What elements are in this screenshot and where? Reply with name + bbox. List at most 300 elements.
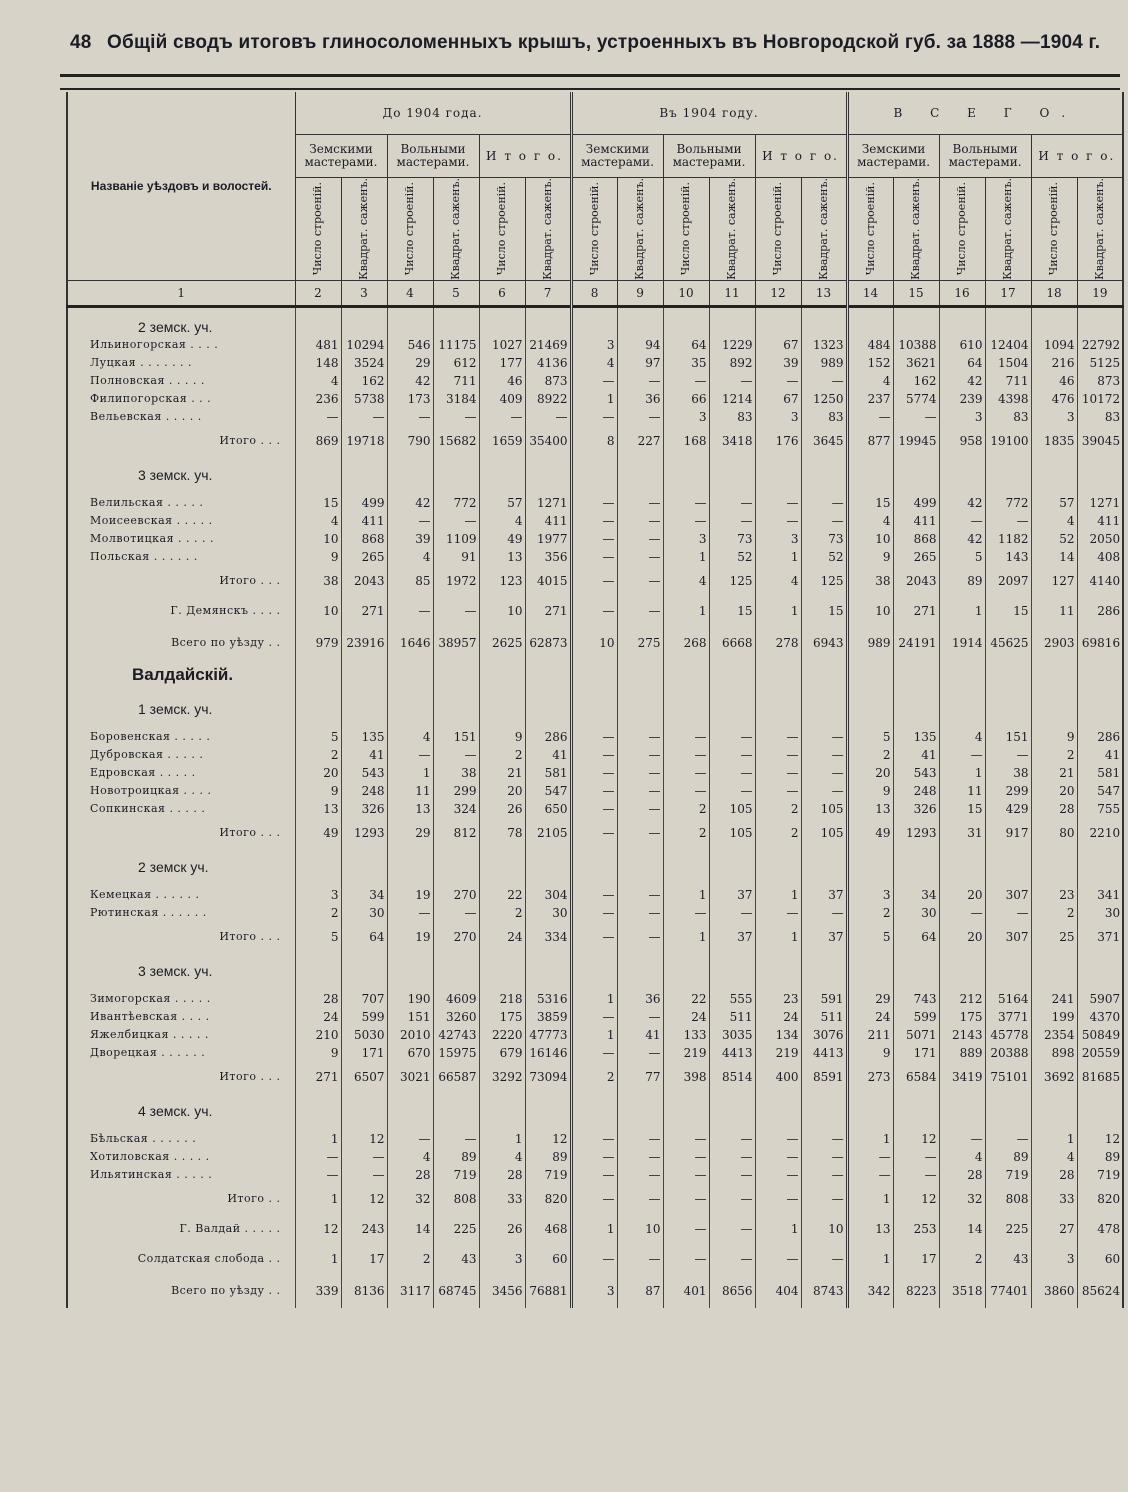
area-cell: 73: [709, 530, 755, 548]
count-column-header: [939, 178, 985, 281]
row-name: Г. Демянскъ . . . .: [67, 596, 295, 626]
count-cell: 20: [1031, 782, 1077, 800]
empty-cell: [755, 952, 801, 980]
count-cell: 10: [571, 626, 617, 660]
empty-cell: [1077, 690, 1123, 718]
row-name: Итого . . .: [67, 922, 295, 952]
count-cell: 2: [387, 1244, 433, 1274]
count-cell: —: [663, 746, 709, 764]
area-cell: —: [617, 922, 663, 952]
empty-cell: [341, 456, 387, 484]
empty-cell: [341, 848, 387, 876]
count-cell: 32: [387, 1184, 433, 1214]
empty-cell: [893, 952, 939, 980]
count-cell: 46: [1031, 372, 1077, 390]
area-cell: 52: [801, 548, 847, 566]
area-cell: 34: [341, 886, 387, 904]
empty-cell: [387, 952, 433, 980]
count-cell: 4: [387, 1148, 433, 1166]
empty-cell: [755, 876, 801, 886]
spacer-row: [67, 876, 1123, 886]
area-cell: —: [617, 886, 663, 904]
empty-cell: [525, 980, 571, 990]
count-cell: 176: [755, 426, 801, 456]
area-cell: —: [709, 1130, 755, 1148]
row-name: Яжелбицкая . . . . .: [67, 1026, 295, 1044]
area-cell: 83: [709, 408, 755, 426]
row-name: Вельевская . . . . .: [67, 408, 295, 426]
empty-cell: [801, 980, 847, 990]
count-cell: —: [571, 1244, 617, 1274]
empty-cell: [985, 952, 1031, 980]
area-cell: 2043: [341, 566, 387, 596]
table-row: [67, 336, 1123, 354]
count-cell: 15: [295, 494, 341, 512]
area-cell: —: [617, 764, 663, 782]
section-heading-row: [67, 456, 1123, 484]
empty-cell: [985, 718, 1031, 728]
area-cell: —: [617, 372, 663, 390]
empty-cell: [433, 1092, 479, 1120]
row-name: Итого . .: [67, 1184, 295, 1214]
measure-label: Число строеній.: [495, 182, 508, 276]
count-cell: 28: [295, 990, 341, 1008]
count-cell: 9: [479, 728, 525, 746]
measure-label: Число строеній.: [955, 182, 969, 276]
area-cell: —: [617, 1148, 663, 1166]
empty-cell: [479, 876, 525, 886]
measure-label: Квадрат. саженъ.: [816, 178, 830, 280]
area-cell: 270: [433, 886, 479, 904]
empty-cell: [893, 306, 939, 336]
count-cell: 5: [847, 922, 893, 952]
empty-cell: [985, 690, 1031, 718]
empty-cell: [663, 876, 709, 886]
empty-cell: [525, 690, 571, 718]
table-row: [67, 764, 1123, 782]
count-cell: 10: [847, 530, 893, 548]
empty-cell: [709, 718, 755, 728]
area-cell: 77: [617, 1062, 663, 1092]
column-number: 18: [1031, 280, 1077, 306]
count-cell: 14: [387, 1214, 433, 1244]
empty-cell: [847, 690, 893, 718]
empty-cell: [433, 456, 479, 484]
count-cell: 1: [847, 1184, 893, 1214]
count-cell: 39: [387, 530, 433, 548]
subtotal-row: [67, 1062, 1123, 1092]
empty-cell: [295, 1120, 341, 1130]
area-cell: —: [433, 408, 479, 426]
count-cell: 177: [479, 354, 525, 372]
count-cell: 4: [847, 372, 893, 390]
count-cell: 5: [847, 728, 893, 746]
empty-cell: [755, 660, 801, 690]
empty-cell: [663, 456, 709, 484]
empty-cell: [433, 690, 479, 718]
empty-cell: [847, 660, 893, 690]
count-cell: —: [387, 408, 433, 426]
count-cell: 134: [755, 1026, 801, 1044]
area-cell: 408: [1077, 548, 1123, 566]
count-cell: 1: [571, 1026, 617, 1044]
count-cell: —: [571, 904, 617, 922]
area-cell: 599: [893, 1008, 939, 1026]
count-column-header: [387, 178, 433, 281]
empty-cell: [709, 456, 755, 484]
area-cell: —: [709, 1184, 755, 1214]
count-cell: 3419: [939, 1062, 985, 1092]
row-name: Г. Валдай . . . . .: [67, 1214, 295, 1244]
area-cell: 171: [341, 1044, 387, 1062]
count-cell: 2903: [1031, 626, 1077, 660]
count-cell: —: [663, 372, 709, 390]
area-cell: 87: [617, 1274, 663, 1308]
empty-cell: [893, 484, 939, 494]
empty-cell: [433, 660, 479, 690]
area-cell: 286: [1077, 596, 1123, 626]
area-cell: —: [617, 512, 663, 530]
area-cell: 868: [893, 530, 939, 548]
count-cell: 1: [663, 922, 709, 952]
table-row: [67, 1026, 1123, 1044]
area-cell: 499: [341, 494, 387, 512]
empty-cell: [801, 848, 847, 876]
count-cell: 4: [755, 566, 801, 596]
area-cell: 17: [893, 1244, 939, 1274]
area-cell: 22792: [1077, 336, 1123, 354]
row-name: Итого . . .: [67, 426, 295, 456]
section-label: 2 земск. уч.: [67, 306, 295, 336]
row-name: Рютинская . . . . . .: [67, 904, 295, 922]
area-cell: —: [985, 904, 1031, 922]
area-cell: —: [709, 1148, 755, 1166]
count-cell: 271: [295, 1062, 341, 1092]
area-cell: 1323: [801, 336, 847, 354]
empty-cell: [67, 1120, 295, 1130]
area-cell: 43: [433, 1244, 479, 1274]
count-cell: 32: [939, 1184, 985, 1214]
count-column-header: [295, 178, 341, 281]
count-cell: 679: [479, 1044, 525, 1062]
count-cell: 2010: [387, 1026, 433, 1044]
count-cell: 210: [295, 1026, 341, 1044]
table-row: [67, 548, 1123, 566]
count-cell: 4: [1031, 512, 1077, 530]
measure-label: Квадрат. саженъ.: [357, 178, 370, 280]
empty-cell: [387, 306, 433, 336]
column-number: 15: [893, 280, 939, 306]
count-cell: 889: [939, 1044, 985, 1062]
count-cell: 1: [663, 548, 709, 566]
area-cell: 307: [985, 922, 1031, 952]
area-cell: 8136: [341, 1274, 387, 1308]
count-cell: 2: [1031, 746, 1077, 764]
empty-cell: [617, 952, 663, 980]
count-cell: —: [295, 1148, 341, 1166]
count-cell: 24: [479, 922, 525, 952]
empty-cell: [847, 484, 893, 494]
area-cell: 307: [985, 886, 1031, 904]
empty-cell: [985, 484, 1031, 494]
empty-cell: [387, 484, 433, 494]
count-cell: 46: [479, 372, 525, 390]
area-cell: 105: [709, 818, 755, 848]
area-cell: —: [617, 728, 663, 746]
group-header-free: Вольными мастерами.: [939, 135, 1031, 178]
count-cell: 14: [939, 1214, 985, 1244]
count-cell: 1646: [387, 626, 433, 660]
empty-cell: [801, 876, 847, 886]
area-cell: 1972: [433, 566, 479, 596]
count-cell: 67: [755, 336, 801, 354]
empty-cell: [295, 876, 341, 886]
empty-cell: [295, 690, 341, 718]
count-cell: —: [663, 1184, 709, 1214]
area-cell: 719: [985, 1166, 1031, 1184]
group-header-free: Вольными мастерами.: [387, 135, 479, 178]
count-cell: 790: [387, 426, 433, 456]
empty-cell: [755, 1092, 801, 1120]
row-name: Луцкая . . . . . . .: [67, 354, 295, 372]
measure-label: Квадрат. саженъ.: [1001, 178, 1015, 280]
empty-cell: [801, 660, 847, 690]
count-cell: 10: [295, 530, 341, 548]
row-name: Солдатская слобода . .: [67, 1244, 295, 1274]
empty-cell: [1077, 1120, 1123, 1130]
empty-cell: [709, 660, 755, 690]
empty-cell: [571, 980, 617, 990]
area-cell: 105: [709, 800, 755, 818]
empty-cell: [433, 952, 479, 980]
empty-cell: [387, 690, 433, 718]
count-cell: 9: [1031, 728, 1077, 746]
empty-cell: [617, 1092, 663, 1120]
empty-cell: [847, 456, 893, 484]
row-name: Велильская . . . . .: [67, 494, 295, 512]
count-cell: —: [571, 764, 617, 782]
table-row: [67, 1044, 1123, 1062]
count-cell: —: [663, 1214, 709, 1244]
measure-label: Число строеній.: [771, 182, 785, 276]
count-cell: 8: [571, 426, 617, 456]
count-cell: 9: [295, 782, 341, 800]
count-cell: 80: [1031, 818, 1077, 848]
area-cell: 19100: [985, 426, 1031, 456]
area-cell: 3418: [709, 426, 755, 456]
count-cell: 610: [939, 336, 985, 354]
area-cell: —: [709, 764, 755, 782]
table-row: [67, 746, 1123, 764]
empty-cell: [1031, 456, 1077, 484]
area-cell: 91: [433, 548, 479, 566]
area-cell: 3035: [709, 1026, 755, 1044]
count-cell: 42: [939, 530, 985, 548]
count-cell: 3292: [479, 1062, 525, 1092]
area-cell: 755: [1077, 800, 1123, 818]
empty-cell: [709, 980, 755, 990]
area-cell: 286: [1077, 728, 1123, 746]
count-cell: —: [755, 746, 801, 764]
section-label: 4 земск. уч.: [67, 1092, 295, 1120]
count-cell: 10: [847, 596, 893, 626]
count-cell: 4: [295, 512, 341, 530]
area-cell: 135: [341, 728, 387, 746]
empty-cell: [939, 660, 985, 690]
empty-cell: [341, 484, 387, 494]
subtotal-row: [67, 922, 1123, 952]
page-header: [70, 32, 1110, 54]
area-cell: 36: [617, 990, 663, 1008]
area-cell: 719: [1077, 1166, 1123, 1184]
count-cell: 49: [847, 818, 893, 848]
area-cell: 12: [525, 1130, 571, 1148]
count-cell: 133: [663, 1026, 709, 1044]
area-cell: 105: [801, 800, 847, 818]
subtotal-row: [67, 596, 1123, 626]
empty-cell: [985, 1092, 1031, 1120]
count-cell: 2: [663, 818, 709, 848]
area-cell: —: [801, 782, 847, 800]
count-cell: —: [571, 1130, 617, 1148]
empty-cell: [1077, 952, 1123, 980]
count-cell: —: [847, 1166, 893, 1184]
empty-cell: [341, 876, 387, 886]
empty-cell: [663, 690, 709, 718]
count-cell: 85: [387, 566, 433, 596]
area-cell: 5071: [893, 1026, 939, 1044]
count-column-header: [847, 178, 893, 281]
name-column-header: Названіе уѣздовъ и волостей.: [67, 92, 295, 280]
empty-cell: [67, 980, 295, 990]
area-cell: —: [433, 1130, 479, 1148]
measure-label: Квадрат. саженъ.: [725, 178, 739, 280]
empty-cell: [893, 980, 939, 990]
area-cell: 2050: [1077, 530, 1123, 548]
area-cell: —: [617, 596, 663, 626]
area-cell: —: [341, 1148, 387, 1166]
district-heading-row: [67, 660, 1123, 690]
count-cell: —: [295, 1166, 341, 1184]
count-cell: 24: [755, 1008, 801, 1026]
empty-cell: [1077, 484, 1123, 494]
count-cell: 33: [1031, 1184, 1077, 1214]
column-number: 17: [985, 280, 1031, 306]
area-cell: —: [985, 1130, 1031, 1148]
count-cell: 15: [939, 800, 985, 818]
area-cell: 3524: [341, 354, 387, 372]
empty-cell: [985, 456, 1031, 484]
empty-cell: [341, 306, 387, 336]
empty-cell: [663, 980, 709, 990]
empty-cell: [1031, 848, 1077, 876]
count-cell: 78: [479, 818, 525, 848]
empty-cell: [571, 484, 617, 494]
count-cell: —: [663, 782, 709, 800]
table-top-rule: [60, 88, 1120, 90]
count-cell: —: [847, 408, 893, 426]
area-cell: 555: [709, 990, 755, 1008]
count-cell: 29: [387, 818, 433, 848]
area-cell: 820: [1077, 1184, 1123, 1214]
area-cell: —: [709, 494, 755, 512]
count-cell: 148: [295, 354, 341, 372]
area-cell: —: [709, 1214, 755, 1244]
area-cell: 4413: [709, 1044, 755, 1062]
measure-label: Квадрат. саженъ.: [1092, 178, 1106, 280]
empty-cell: [571, 848, 617, 876]
count-cell: —: [755, 1148, 801, 1166]
table-row: [67, 390, 1123, 408]
count-cell: 3: [295, 886, 341, 904]
count-cell: 4: [387, 728, 433, 746]
count-cell: 2: [479, 904, 525, 922]
area-cell: 60: [1077, 1244, 1123, 1274]
area-cell: 47773: [525, 1026, 571, 1044]
area-cell: 83: [985, 408, 1031, 426]
count-cell: 1914: [939, 626, 985, 660]
area-cell: 8743: [801, 1274, 847, 1308]
area-cell: 253: [893, 1214, 939, 1244]
area-cell: 143: [985, 548, 1031, 566]
area-cell: —: [617, 1044, 663, 1062]
count-cell: 20: [295, 764, 341, 782]
count-cell: 2: [479, 746, 525, 764]
empty-cell: [295, 952, 341, 980]
count-cell: 13: [295, 800, 341, 818]
area-cell: 15: [985, 596, 1031, 626]
count-cell: 2: [847, 904, 893, 922]
area-cell: 12: [341, 1130, 387, 1148]
area-cell: —: [433, 746, 479, 764]
area-cell: 10: [801, 1214, 847, 1244]
count-cell: 19: [387, 922, 433, 952]
empty-cell: [341, 980, 387, 990]
table-row: [67, 782, 1123, 800]
empty-cell: [1031, 876, 1077, 886]
area-cell: —: [617, 746, 663, 764]
count-cell: 89: [939, 566, 985, 596]
area-cell: 873: [525, 372, 571, 390]
empty-cell: [709, 952, 755, 980]
area-cell: 12: [893, 1184, 939, 1214]
empty-cell: [985, 876, 1031, 886]
count-cell: 11: [1031, 596, 1077, 626]
count-cell: 4: [479, 1148, 525, 1166]
empty-cell: [479, 456, 525, 484]
count-cell: 1: [755, 922, 801, 952]
column-number: 3: [341, 280, 387, 306]
area-cell: 30: [341, 904, 387, 922]
area-cell: 16146: [525, 1044, 571, 1062]
count-cell: 1: [755, 1214, 801, 1244]
area-cell: —: [709, 1166, 755, 1184]
area-cell: 52: [709, 548, 755, 566]
area-cell: 543: [341, 764, 387, 782]
area-cell: 89: [985, 1148, 1031, 1166]
measure-label: Число строеній.: [311, 182, 324, 276]
row-name: Дворецкая . . . . . .: [67, 1044, 295, 1062]
area-cell: —: [893, 1166, 939, 1184]
grand-total-row: [67, 1274, 1123, 1308]
count-cell: 3: [571, 336, 617, 354]
empty-cell: [939, 306, 985, 336]
count-cell: 10: [479, 596, 525, 626]
column-number: 19: [1077, 280, 1123, 306]
area-cell: —: [617, 904, 663, 922]
area-cell: 41: [617, 1026, 663, 1044]
count-cell: 4: [295, 372, 341, 390]
